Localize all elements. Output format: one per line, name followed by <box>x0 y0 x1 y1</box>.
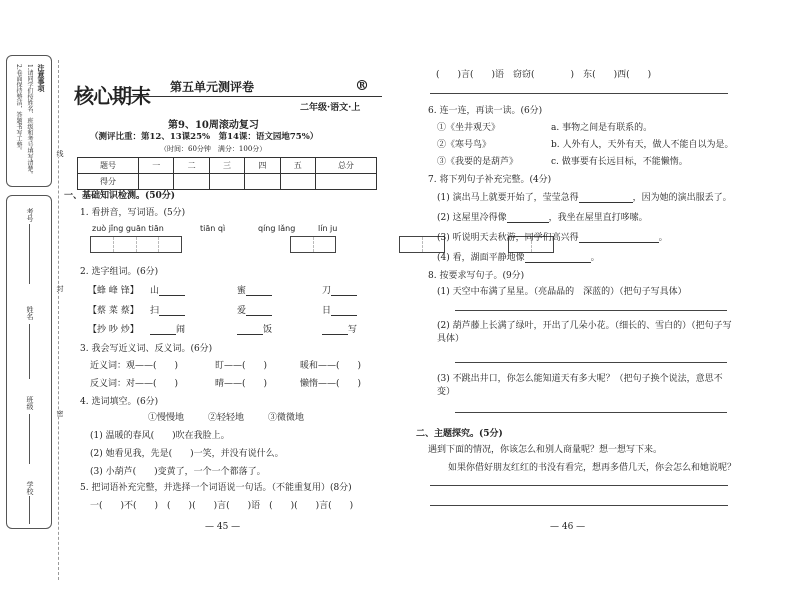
q4-sentence-1: (1) 温暖的春风( )吹在我脸上。 <box>90 431 230 441</box>
pinyin-2: tiān qì <box>200 224 226 233</box>
q7-sentence-4: (4) 看，湖面平静地像 。 <box>437 253 600 263</box>
q2-r1-b: 蜜 <box>237 283 272 296</box>
pinyin-3: qíng lǎng <box>258 224 296 233</box>
q3-syn-2: 盯——( ) <box>215 361 268 371</box>
q2-r3-c: 写 <box>322 322 357 335</box>
notice-2: 2.卷面保持整洁，答题书写工整。 <box>15 64 22 154</box>
q5-answer-line[interactable] <box>430 93 728 94</box>
score-table <box>77 157 377 190</box>
q3-syn-1: 近义词：观——( ) <box>90 361 179 371</box>
q3-syn-3: 暖和——( ) <box>300 361 362 371</box>
q4-prompt: 4. 选词填空。(6分) <box>80 397 159 407</box>
theme-scenario: 如果你借好朋友红红的书没有看完，想再多借几天，你会怎么和她说呢？ <box>448 463 737 473</box>
field-name: 姓名 <box>26 306 34 320</box>
q6-right-b: b. 人外有人，天外有天，做人不能自以为是。 <box>551 140 734 150</box>
score-cell[interactable] <box>174 174 209 190</box>
cut-mark-xian: 线 <box>56 150 64 157</box>
q8-answer-line-1[interactable] <box>455 310 727 311</box>
page-number-left: — 45 — <box>205 522 241 532</box>
q7-sentence-2: (2) 这屋里冷得像 ，我坐在屋里直打哆嗦。 <box>437 213 648 223</box>
q8-prompt: 8. 按要求写句子。(9分) <box>428 271 525 281</box>
q6-right-c: c. 做事要有长远目标，不能懒惰。 <box>551 157 688 167</box>
page-number-right: — 46 — <box>550 522 586 532</box>
theme-answer-line-1[interactable] <box>430 485 728 486</box>
q5-prompt: 5. 把词语补充完整，并选择一个词语说一句话。（不能重复用）(8分) <box>80 483 352 493</box>
cut-line <box>58 60 59 580</box>
q2-r2-b: 爱 <box>237 303 272 316</box>
pinyin-box-1[interactable] <box>90 236 182 253</box>
theme-instruction: 遇到下面的情况，你该怎么和别人商量呢？想一想写下来。 <box>428 445 663 455</box>
exam-title: 第五单元测评卷 <box>170 80 255 94</box>
name-line[interactable] <box>29 324 30 379</box>
score-head-4: 四 <box>245 158 280 174</box>
brand-logo: 核心期末 <box>74 84 150 108</box>
registered-mark: ® <box>355 78 369 94</box>
q8-answer-line-2[interactable] <box>455 362 727 363</box>
q8-sentence-2: (2) 葫芦藤上长满了绿叶，开出了几朵小花。（细长的、雪白的）（把句子写具体） <box>437 321 732 344</box>
pinyin-1: zuò jǐng guān tiān <box>92 224 164 233</box>
q6-left-3: ③《我要的是葫芦》 <box>437 157 519 167</box>
grade-label: 二年级·语文·上 <box>300 103 361 113</box>
score-head-5: 五 <box>280 158 315 174</box>
school-line[interactable] <box>29 496 30 524</box>
field-exam-no: 考号 <box>26 208 34 222</box>
q2-group-1: 【蜂 峰 锋】 <box>88 286 139 296</box>
q2-r2-c: 日 <box>322 303 357 316</box>
cut-mark-feng: 封 <box>56 285 64 292</box>
field-school: 学校 <box>26 481 34 495</box>
q8-answer-line-3[interactable] <box>455 412 727 413</box>
q4-option-2: ②轻轻地 <box>208 413 245 423</box>
q6-left-1: ①《坐井观天》 <box>437 123 501 133</box>
notice-box <box>6 55 52 187</box>
student-info-box <box>6 195 52 529</box>
score-cell[interactable] <box>280 174 315 190</box>
score-head-total: 总分 <box>315 158 376 174</box>
q2-r3-b: 饭 <box>237 322 272 335</box>
q4-option-3: ③微微地 <box>268 413 305 423</box>
score-head-1: 一 <box>139 158 174 174</box>
q4-sentence-2: (2) 她看见我，先是( )一笑，并没有说什么。 <box>90 449 284 459</box>
exam-no-line[interactable] <box>29 224 30 284</box>
pinyin-4: lín ju <box>318 224 338 233</box>
q7-sentence-3: (3) 听说明天去秋游，同学们高兴得 。 <box>437 233 668 243</box>
q4-option-1: ①慢慢地 <box>148 413 185 423</box>
score-cell[interactable] <box>245 174 280 190</box>
q2-prompt: 2. 选字组词。(6分) <box>80 267 159 277</box>
notice-title: 注意事项 <box>37 64 46 92</box>
q2-group-3: 【抄 吵 炒】 <box>88 325 139 335</box>
cut-mark-mi: 密 <box>56 410 64 417</box>
q8-sentence-3: (3) 不跳出井口，你怎么能知道天有多大呢？（把句子换个说法，意思不变） <box>437 374 723 397</box>
q5-continued: ( )言( )语 窃窃( ) 东( )西( ) <box>436 70 652 80</box>
q5-idiom-line: 一( )不( ) ( )( )言( )语 ( )( )言( ) <box>90 501 354 511</box>
q3-ant-3: 懒惰——( ) <box>300 379 362 389</box>
q2-group-2: 【蔡 菜 蔡】 <box>88 306 139 316</box>
q7-sentence-1: (1) 演出马上就要开始了，莹莹急得 ，因为她的演出服丢了。 <box>437 193 732 203</box>
q2-r2-a: 扫 <box>150 303 185 316</box>
section-2-heading: 二、主题探究。(5分) <box>416 429 503 439</box>
time-note: （时间：60分钟 满分：100分） <box>160 145 267 153</box>
q7-prompt: 7. 将下列句子补充完整。(4分) <box>428 175 552 185</box>
header-rule <box>130 96 382 97</box>
q2-r3-a: 闹 <box>150 322 185 335</box>
q6-prompt: 6. 连一连，再读一读。(6分) <box>428 106 543 116</box>
q3-prompt: 3. 我会写近义词、反义词。(6分) <box>80 344 213 354</box>
section-1-heading: 一、基础知识检测。(50分) <box>64 191 176 201</box>
ratio-note: （测评比重：第12、13课25% 第14课：语文园地75%） <box>90 132 319 142</box>
subtitle: 第9、10周滚动复习 <box>168 120 259 131</box>
q8-sentence-1: (1) 天空中布满了星星。（亮晶晶的 深蓝的）（把句子写具体） <box>437 287 687 297</box>
q6-right-a: a. 事物之间是有联系的。 <box>551 123 653 133</box>
theme-answer-line-2[interactable] <box>430 505 728 506</box>
score-row-label: 得分 <box>78 174 139 190</box>
score-head-2: 二 <box>174 158 209 174</box>
field-class: 班级 <box>26 396 34 410</box>
q3-ant-1: 反义词：对——( ) <box>90 379 179 389</box>
pinyin-box-2[interactable] <box>290 236 336 253</box>
q6-left-2: ②《寒号鸟》 <box>437 140 492 150</box>
q2-r1-c: 刀 <box>322 283 357 296</box>
q4-sentence-3: (3) 小葫芦( )变黄了，一个一个都落了。 <box>90 467 266 477</box>
q2-r1-a: 山 <box>150 283 185 296</box>
score-cell[interactable] <box>209 174 244 190</box>
q3-ant-2: 晴——( ) <box>215 379 268 389</box>
score-cell[interactable] <box>315 174 376 190</box>
score-head-num: 题号 <box>78 158 139 174</box>
notice-1: 1.请同学们按姓名、班级和考号填写清楚。 <box>26 64 33 178</box>
class-line[interactable] <box>29 414 30 464</box>
score-head-3: 三 <box>209 158 244 174</box>
q1-prompt: 1. 看拼音，写词语。(5分) <box>80 208 186 218</box>
